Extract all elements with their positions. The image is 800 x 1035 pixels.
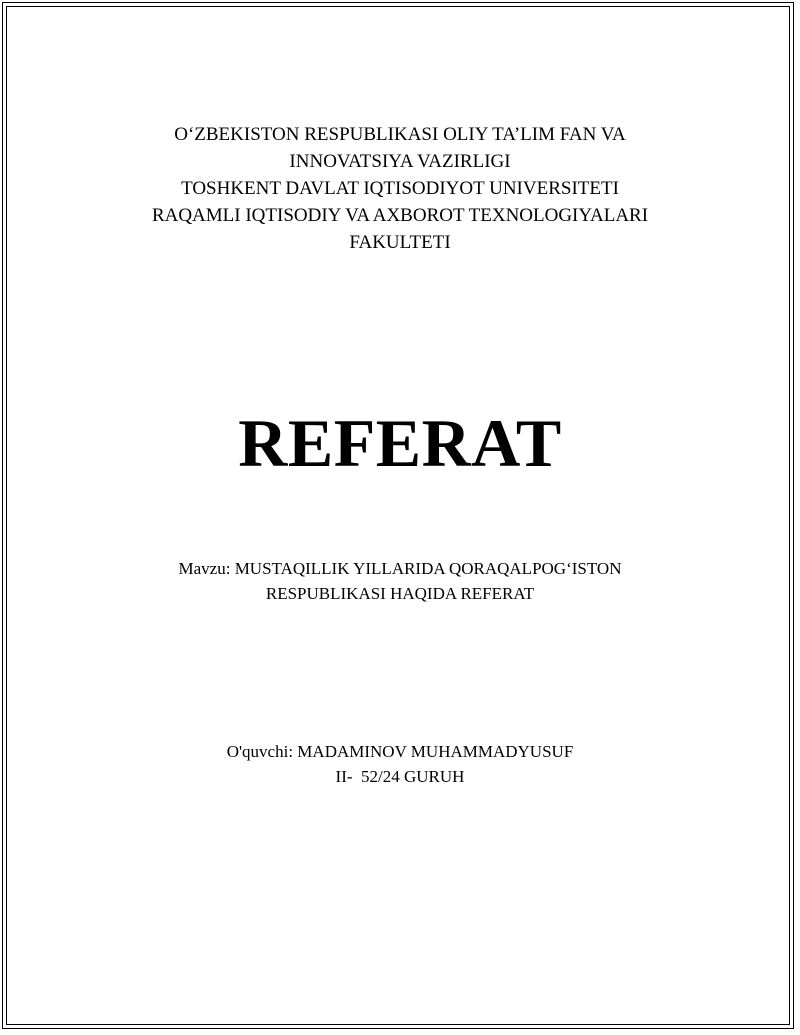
student-block [0, 739, 800, 789]
student-group: II- 52/24 GURUH [335, 767, 465, 786]
topic-block [0, 556, 800, 606]
header-line: TOSHKENT DAVLAT IQTISODIYOT UNIVERSITETI [181, 178, 619, 199]
student-name: O'quvchi: MADAMINOV MUHAMMADYUSUF [226, 742, 574, 761]
institution-header [0, 121, 800, 256]
document-title: REFERAT [238, 405, 562, 481]
header-line: INNOVATSIYA VAZIRLIGI [289, 151, 511, 172]
topic-line: RESPUBLIKASI HAQIDA REFERAT [265, 584, 535, 603]
topic-line: Mavzu: MUSTAQILLIK YILLARIDA QORAQALPOG‘ISTON [178, 559, 622, 578]
header-line: O‘ZBEKISTON RESPUBLIKASI OLIY TA’LIM FAN VA [174, 124, 626, 145]
header-line: RAQAMLI IQTISODIY VA AXBOROT TEXNOLOGIYALARI [151, 205, 649, 226]
header-line: FAKULTETI [349, 232, 451, 253]
